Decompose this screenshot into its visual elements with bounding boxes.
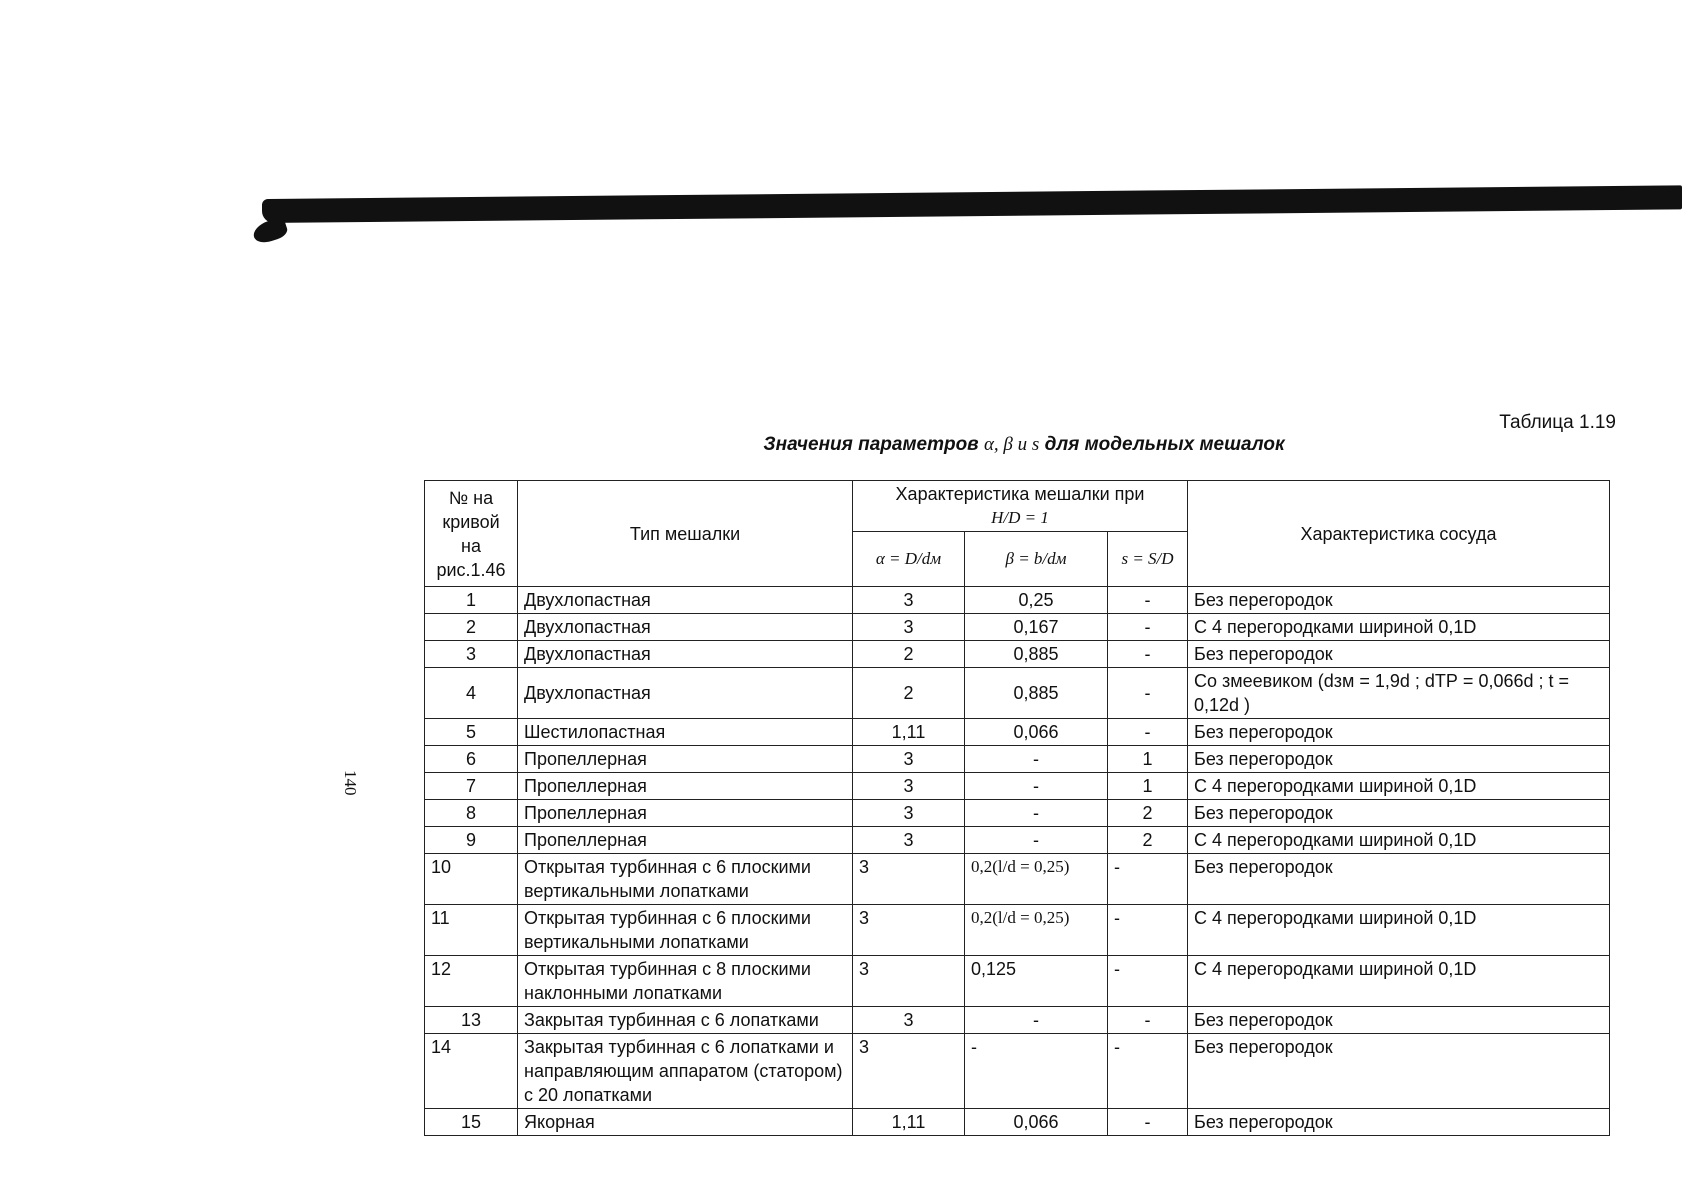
cell-beta: -: [965, 827, 1108, 854]
cell-s: -: [1108, 668, 1188, 719]
cell-type: Открытая турбинная с 6 плоскими вертикальными лопатками: [518, 905, 853, 956]
cell-beta: 0,125: [965, 956, 1108, 1007]
cell-number: 7: [425, 773, 518, 800]
cell-number: 6: [425, 746, 518, 773]
cell-alpha: 3: [853, 854, 965, 905]
cell-type: Двухлопастная: [518, 614, 853, 641]
cell-type: Открытая турбинная с 8 плоскими наклонными лопатками: [518, 956, 853, 1007]
cell-beta: 0,25: [965, 587, 1108, 614]
cell-vessel: Без перегородок: [1188, 1109, 1610, 1136]
cell-number: 14: [425, 1034, 518, 1109]
cell-s: -: [1108, 587, 1188, 614]
parameters-table: [424, 480, 1610, 1136]
table-row: [425, 1109, 1610, 1136]
cell-beta: 0,2(l/d = 0,25): [965, 854, 1108, 905]
cell-alpha: 2: [853, 641, 965, 668]
cell-beta: -: [965, 1007, 1108, 1034]
cell-type: Двухлопастная: [518, 641, 853, 668]
cell-vessel: С 4 перегородками шириной 0,1D: [1188, 773, 1610, 800]
header-number: № на кривой на рис.1.46: [425, 481, 518, 587]
cell-vessel: С 4 перегородками шириной 0,1D: [1188, 614, 1610, 641]
cell-number: 8: [425, 800, 518, 827]
cell-vessel: С 4 перегородками шириной 0,1D: [1188, 827, 1610, 854]
cell-alpha: 3: [853, 1007, 965, 1034]
table-row: [425, 641, 1610, 668]
cell-beta: 0,167: [965, 614, 1108, 641]
cell-vessel: Без перегородок: [1188, 1034, 1610, 1109]
cell-s: 1: [1108, 746, 1188, 773]
cell-vessel: Без перегородок: [1188, 719, 1610, 746]
table-row: [425, 668, 1610, 719]
cell-number: 12: [425, 956, 518, 1007]
cell-type: Пропеллерная: [518, 746, 853, 773]
cell-s: -: [1108, 854, 1188, 905]
cell-type: Пропеллерная: [518, 800, 853, 827]
table-title-suffix: для модельных мешалок: [1044, 434, 1285, 455]
cell-vessel: Без перегородок: [1188, 1007, 1610, 1034]
cell-beta: 0,066: [965, 719, 1108, 746]
cell-alpha: 3: [853, 827, 965, 854]
header-alpha: α = D/dм: [853, 532, 965, 587]
page-number: 140: [341, 770, 360, 796]
cell-type: Закрытая турбинная с 6 лопатками и направляющим аппаратом (статором) с 20 лопатками: [518, 1034, 853, 1109]
table-row: [425, 773, 1610, 800]
table-row: [425, 905, 1610, 956]
cell-s: -: [1108, 1007, 1188, 1034]
cell-number: 11: [425, 905, 518, 956]
cell-beta: -: [965, 1034, 1108, 1109]
table-row: [425, 719, 1610, 746]
cell-s: -: [1108, 719, 1188, 746]
cell-type: Шестилопастная: [518, 719, 853, 746]
cell-type: Пропеллерная: [518, 773, 853, 800]
cell-alpha: 3: [853, 773, 965, 800]
header-vessel: Характеристика сосуда: [1188, 481, 1610, 587]
table-row: [425, 956, 1610, 1007]
header-s: s = S/D: [1108, 532, 1188, 587]
cell-type: Двухлопастная: [518, 668, 853, 719]
cell-number: 3: [425, 641, 518, 668]
cell-beta: -: [965, 773, 1108, 800]
cell-alpha: 1,11: [853, 719, 965, 746]
cell-number: 5: [425, 719, 518, 746]
cell-alpha: 3: [853, 587, 965, 614]
cell-vessel: Без перегородок: [1188, 641, 1610, 668]
cell-vessel: С 4 перегородками шириной 0,1D: [1188, 905, 1610, 956]
cell-vessel: Без перегородок: [1188, 746, 1610, 773]
cell-vessel: Без перегородок: [1188, 800, 1610, 827]
table-title-symbols: α, β и s: [983, 434, 1040, 455]
cell-type: Якорная: [518, 1109, 853, 1136]
scan-artifact-blob: [251, 216, 290, 246]
cell-number: 10: [425, 854, 518, 905]
cell-alpha: 3: [853, 746, 965, 773]
header-mixer-condition: H/D = 1: [991, 508, 1049, 527]
cell-alpha: 1,11: [853, 1109, 965, 1136]
cell-beta: -: [965, 800, 1108, 827]
table-row: [425, 587, 1610, 614]
scan-artifact-bar: [262, 185, 1682, 223]
cell-beta: 0,066: [965, 1109, 1108, 1136]
cell-s: -: [1108, 641, 1188, 668]
cell-s: -: [1108, 614, 1188, 641]
cell-number: 13: [425, 1007, 518, 1034]
cell-s: -: [1108, 905, 1188, 956]
header-mixer-characteristic: [853, 481, 1188, 532]
cell-beta: 0,885: [965, 641, 1108, 668]
table-row: [425, 614, 1610, 641]
cell-s: -: [1108, 1034, 1188, 1109]
table-row: [425, 800, 1610, 827]
cell-alpha: 3: [853, 905, 965, 956]
cell-type: Закрытая турбинная с 6 лопатками: [518, 1007, 853, 1034]
cell-alpha: 3: [853, 1034, 965, 1109]
cell-number: 1: [425, 587, 518, 614]
cell-beta: 0,885: [965, 668, 1108, 719]
table-row: [425, 827, 1610, 854]
cell-s: -: [1108, 956, 1188, 1007]
cell-vessel: Без перегородок: [1188, 587, 1610, 614]
table-row: [425, 854, 1610, 905]
cell-alpha: 3: [853, 956, 965, 1007]
cell-vessel: С 4 перегородками шириной 0,1D: [1188, 956, 1610, 1007]
cell-beta: -: [965, 746, 1108, 773]
cell-number: 2: [425, 614, 518, 641]
cell-s: 1: [1108, 773, 1188, 800]
cell-s: 2: [1108, 800, 1188, 827]
table-row: [425, 1007, 1610, 1034]
table-title-prefix: Значения параметров: [763, 434, 979, 455]
cell-s: -: [1108, 1109, 1188, 1136]
cell-type: Открытая турбинная с 6 плоскими вертикальными лопатками: [518, 854, 853, 905]
cell-alpha: 3: [853, 800, 965, 827]
table-body: [425, 587, 1610, 1136]
header-beta: β = b/dм: [965, 532, 1108, 587]
table-row: [425, 1034, 1610, 1109]
cell-vessel: Со змеевиком (dзм = 1,9d ; dТР = 0,066d ; t = 0,12d ): [1188, 668, 1610, 719]
cell-vessel: Без перегородок: [1188, 854, 1610, 905]
cell-alpha: 2: [853, 668, 965, 719]
cell-number: 9: [425, 827, 518, 854]
cell-number: 4: [425, 668, 518, 719]
table-title: [424, 434, 1624, 456]
table-label: Таблица 1.19: [1499, 412, 1616, 433]
header-type: Тип мешалки: [518, 481, 853, 587]
cell-type: Пропеллерная: [518, 827, 853, 854]
cell-number: 15: [425, 1109, 518, 1136]
cell-alpha: 3: [853, 614, 965, 641]
cell-type: Двухлопастная: [518, 587, 853, 614]
cell-s: 2: [1108, 827, 1188, 854]
header-mixer-characteristic-label: Характеристика мешалки при: [895, 484, 1145, 504]
cell-beta: 0,2(l/d = 0,25): [965, 905, 1108, 956]
table-row: [425, 746, 1610, 773]
